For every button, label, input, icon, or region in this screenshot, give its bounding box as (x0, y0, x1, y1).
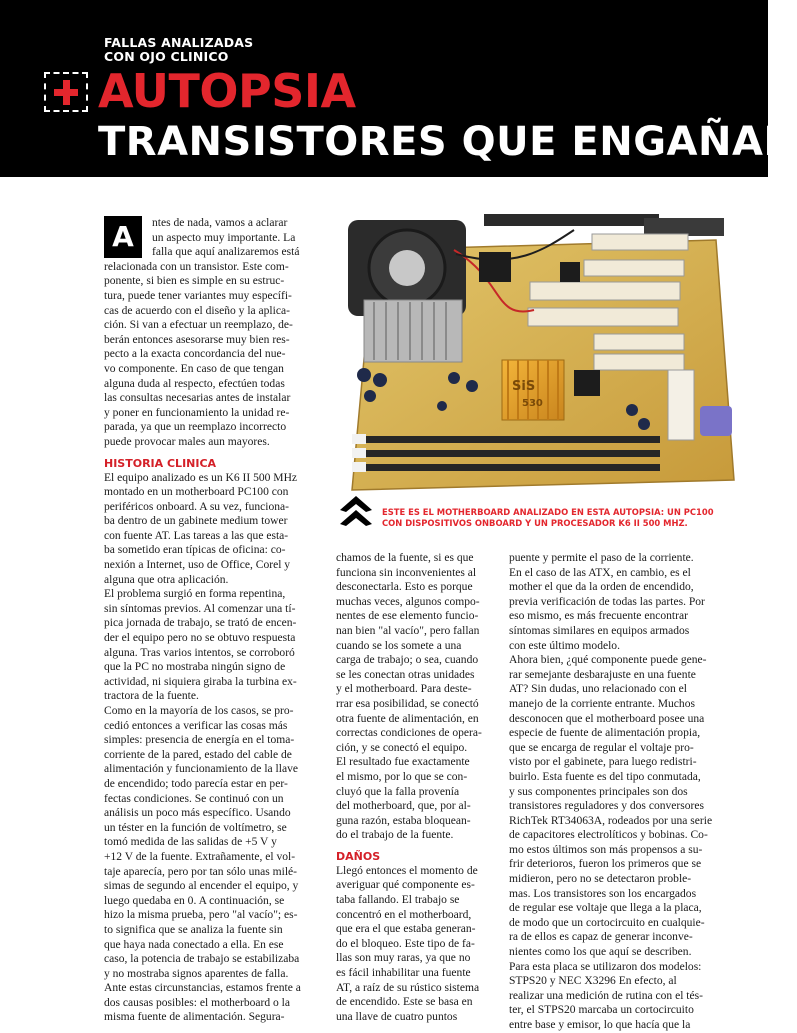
text-line: que era el que estaba generan- (336, 923, 476, 936)
text-line: eso mismo, es más frecuente encontrar (509, 610, 688, 623)
chipset-label: SiS (512, 379, 536, 394)
text-line: berán entonces asesorarse muy bien res- (104, 333, 290, 346)
text-line: cuando se los somete a una (336, 639, 462, 652)
text-line: averiguar qué componente es- (336, 879, 475, 892)
text-line: un téster en la función de voltímetro, se (104, 821, 287, 834)
text-line: el mismo, por lo que se con- (336, 770, 468, 783)
text-line: chamos de la fuente, si es que (336, 552, 474, 564)
text-line: análisis un poco más específico. Usando (104, 807, 291, 820)
text-line: En el caso de las ATX, en cambio, es el (509, 566, 691, 579)
text-line: montado en un motherboard PC100 con (104, 486, 289, 499)
text-line: actividad, ni siquiera giraba la turbina ex- (104, 675, 297, 688)
text-line: ntes de nada, vamos a aclarar (152, 217, 288, 229)
text-line: caso, la potencia de trabajo se estabilizaba (104, 953, 300, 966)
text-line: rrar esa posibilidad, se conectó (336, 697, 479, 710)
text-line: cedió entonces a verificar las cosas más (104, 719, 288, 732)
text-line: fectas condiciones. Se continuó con un (104, 792, 284, 805)
text-line: de capacitores electrolíticos y bobinas. Co- (509, 829, 708, 842)
text-line: AT? Sin dudas, uno relacionado con el (509, 683, 687, 696)
text-line: El equipo analizado es un K6 II 500 MHz (104, 471, 298, 484)
text-line: misma fuente de alimentación. Segura- (104, 1011, 285, 1024)
kicker-line-1: FALLAS ANALIZADAS (104, 35, 254, 50)
text-line: dos causas posibles: el motherboard o la (104, 996, 290, 1009)
text-line: simples: presencia de energía en el toma- (104, 734, 295, 747)
text-line: parada, ya que un reemplazo incorrecto (104, 421, 287, 434)
text-line: cluyó que la falla provenía (336, 785, 460, 798)
text-line: El problema surgió en forma repentina, (104, 588, 286, 601)
kicker-line-2: CON OJO CLINICO (104, 49, 229, 64)
text-line: sin síntomas previos. Al comenzar una tí- (104, 602, 296, 615)
text-line: pecto a la exacta concordancia del nue- (104, 348, 286, 361)
text-line: ponente, si bien es simple en su estruc- (104, 275, 285, 288)
text-line: Ante estas circunstancias, estamos frente a (104, 982, 301, 995)
text-line: falla que aquí analizaremos está (152, 246, 300, 259)
text-line: mo estos últimos son más propensos a su- (509, 843, 703, 856)
text-line: y no mostraba signos aparentes de falla. (104, 967, 289, 980)
text-line: especie de fuente de alimentación propia, (509, 727, 701, 740)
text-line: ción. Si van a efectuar un reemplazo, de- (104, 319, 293, 332)
text-line: pica jornada de trabajo, se trató de encen- (104, 617, 297, 630)
text-line: to significa que se analiza la fuente sin (104, 923, 283, 936)
text-line: con fuente AT. Las tareas a las que esta- (104, 529, 289, 542)
text-line: un aspecto muy importante. La (152, 231, 296, 244)
double-chevron-up-icon (340, 496, 372, 530)
section-title: AUTOPSIA (98, 64, 356, 118)
article-column-2 (336, 551, 494, 1024)
text-line: que se encarga de regular el voltaje pro- (509, 741, 694, 754)
text-line: alguna duda al respecto, efectúen todas (104, 377, 285, 390)
text-line: alimentación y funcionamiento de la llave (104, 763, 298, 776)
text-line: nientes como los que aquí se describen. (509, 946, 692, 959)
text-line: ción, y se conectó el equipo. (336, 741, 468, 754)
text-line: puente y permite el paso de la corriente. (509, 552, 694, 564)
text-line: tura, puede tener variantes muy específi- (104, 289, 292, 302)
text-line: mas. Los transistores son los encargados (509, 887, 697, 900)
text-line: Como en la mayoría de los casos, se pro- (104, 705, 294, 717)
motherboard-photo (344, 210, 741, 500)
text-line: RichTek RT34063A, rodeados por una serie (509, 814, 713, 827)
kicker (104, 36, 253, 64)
text-line: cas de acuerdo con el diseño y la aplica- (104, 304, 290, 317)
text-line: AT, a raíz de su rústico sistema (336, 981, 480, 994)
text-line: ter, el STPS20 marcaba un cortocircuito (509, 1004, 694, 1017)
first-aid-cross-icon (44, 72, 88, 112)
text-line: correctas condiciones de opera- (336, 727, 482, 740)
text-line: hizo la misma prueba, pero "al vacío"; es- (104, 909, 298, 922)
text-line: der el equipo pero no se obtuvo respuesta (104, 632, 296, 645)
text-line: tractora de la fuente. (104, 690, 199, 703)
text-line: ba dentro de un gabinete medium tower (104, 515, 288, 528)
text-line: de regular ese voltaje que llega a la placa, (509, 902, 702, 915)
text-line: otra fuente de alimentación, en (336, 712, 479, 725)
text-line: muchas veces, algunos compo- (336, 595, 480, 608)
text-line: desconectarla. Esto es porque (336, 581, 473, 594)
drop-cap: A (104, 216, 142, 258)
text-line: concentró en el motherboard, (336, 908, 472, 921)
text-line: que la PC no mostraba ningún signo de (104, 661, 286, 674)
text-line: El resultado fue exactamente (336, 756, 470, 769)
text-line: las consultas necesarias antes de instalar (104, 392, 291, 405)
text-line: síntomas similares en equipos armados (509, 624, 690, 637)
text-line: alguna que otra aplicación. (104, 573, 229, 586)
text-line: llas son muy raras, ya que no (336, 952, 471, 965)
text-line: y poner en funcionamiento la unidad re- (104, 406, 290, 419)
text-line: una llave de cuatro puntos (336, 1010, 458, 1023)
headline: TRANSISTORES QUE ENGAÑAN (98, 119, 797, 165)
text-line: buirlo. Esta fuente es del tipo conmutada, (509, 770, 701, 783)
text-line: ba sometido eran típicas de oficina: co- (104, 544, 286, 557)
text-line: alguna. Tras varios intentos, se corroboró (104, 646, 295, 659)
masthead (0, 0, 797, 177)
text-line: carga de trabajo; o sea, cuando (336, 654, 479, 667)
text-line: previa verificación de todas las partes. Por (509, 595, 705, 608)
text-line: nan bien "al vacío", pero fallan (336, 624, 480, 637)
section-heading: HISTORIA CLINICA (104, 456, 217, 470)
text-line: tomó medida de las salidas de +5 V y (104, 836, 277, 849)
text-line: Ahora bien, ¿qué componente puede gene- (509, 654, 707, 667)
text-line: nexión a Internet, uso de Office, Corel y (104, 559, 291, 572)
text-line: se les conectan otras unidades (336, 668, 475, 681)
text-line: periféricos onboard. A su vez, funciona- (104, 500, 290, 513)
text-line: mother el que da la orden de encendido, (509, 581, 694, 594)
text-line: frir deterioros, fueron los primeros que se (509, 858, 702, 871)
text-line: y el motherboard. Para deste- (336, 683, 472, 696)
text-line: de encendido; todo parecía estar en per- (104, 777, 288, 790)
text-line: simas de segundo al encender el equipo, y (104, 880, 299, 893)
article-column-1 (104, 216, 320, 1025)
text-line: realizar una medición de rutina con el tés- (509, 989, 703, 1002)
text-line: del motherboard, que, por al- (336, 800, 471, 813)
chipset-model: 530 (522, 398, 543, 409)
caption-line-2: CON DISPOSITIVOS ONBOARD Y UN PROCESADOR K6 II 500 MHZ. (382, 518, 688, 528)
text-line: Llegó entonces el momento de (336, 864, 478, 877)
section-heading: DAÑOS (336, 849, 381, 863)
text-line: visto por el gabinete, para luego redistri- (509, 756, 697, 769)
text-line: +12 V de la fuente. Extrañamente, el vol- (104, 850, 296, 863)
article-column-3 (509, 551, 727, 1033)
text-line: rar semejante desbarajuste en una fuente (509, 668, 696, 681)
text-line: Para esta placa se utilizaron dos modelos: (509, 960, 702, 973)
text-line: de encendido. Este se basa en (336, 996, 473, 1009)
text-line: de modo que un cortocircuito en cualquie- (509, 916, 705, 929)
text-line: con este último modelo. (509, 639, 620, 652)
caption-line-1: ESTE ES EL MOTHERBOARD ANALIZADO EN ESTA AUTOPSIA: UN PC100 (382, 507, 714, 517)
text-line: manejo de la corriente entrante. Muchos (509, 697, 695, 710)
text-line: y sus componentes principales son dos (509, 785, 688, 798)
text-line: do el trabajo de la fuente. (336, 829, 454, 842)
text-line: corriente de la pared, estado del cable de (104, 748, 292, 761)
text-line: vo componente. En caso de que tengan (104, 362, 284, 375)
text-line: taba fallando. El trabajo se (336, 894, 460, 907)
text-line: funciona sin inconvenientes al (336, 566, 477, 579)
text-line: do el bloqueo. Este tipo de fa- (336, 937, 475, 950)
text-line: luego quedaba en 0. A continuación, se (104, 894, 285, 907)
text-line: taje aparecía, pero por tan sólo unas milé- (104, 865, 298, 878)
text-line: nentes de ese elemento funcio- (336, 610, 479, 623)
text-line: entre base y emisor, lo que hacía que la (509, 1019, 691, 1031)
text-line: STPS20 y NEC X3296 En efecto, al (509, 975, 677, 988)
text-line: que haya nada conectado a ella. En ese (104, 938, 284, 951)
text-line: transistores reguladores y dos conversores (509, 800, 704, 813)
photo-caption (382, 507, 732, 529)
text-line: es fácil inhabilitar una fuente (336, 967, 471, 980)
text-line: midieron, pero no se detectaron proble- (509, 873, 692, 886)
text-line: guna razón, estaba bloquean- (336, 814, 471, 827)
text-line: relacionada con un transistor. Este com- (104, 260, 289, 273)
text-line: desconocen que el motherboard posee una (509, 712, 705, 725)
text-line: puede provocar males aun mayores. (104, 435, 270, 448)
text-line: ra de ellos es capaz de generar inconve- (509, 931, 693, 944)
